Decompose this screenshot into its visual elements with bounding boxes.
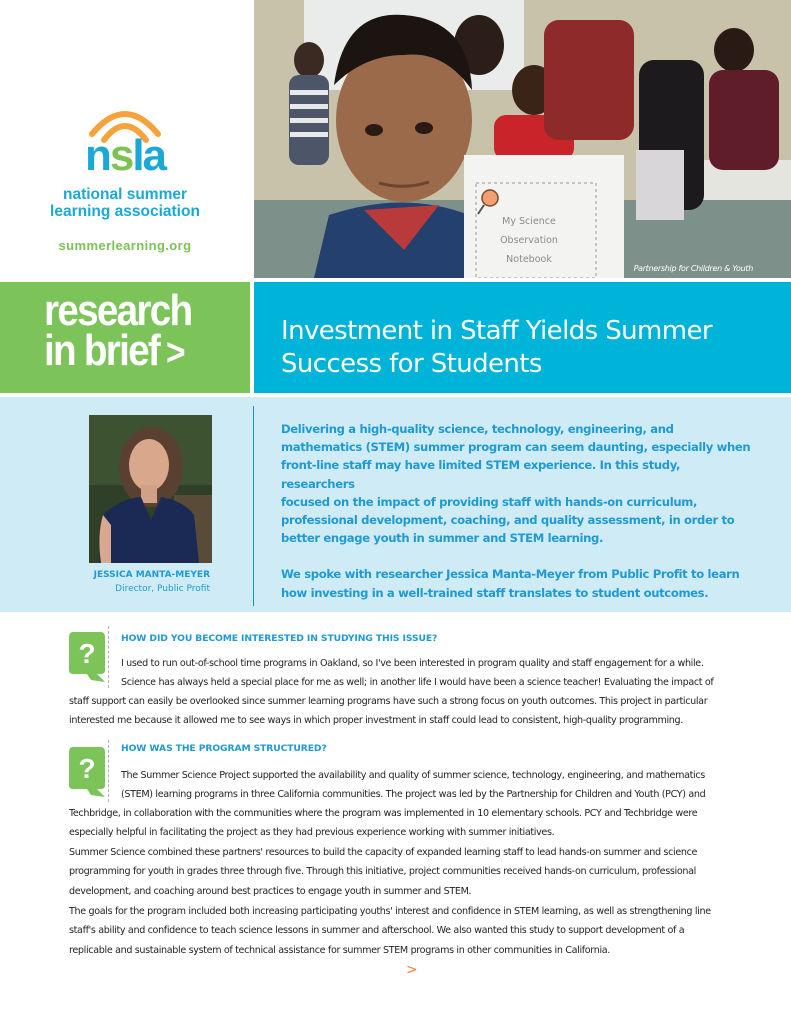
intro-p2-line: We spoke with researcher Jessica Manta-Meyer from Public Profit to learn [281,567,740,582]
answer-paragraph [69,843,697,901]
intro-summary [281,420,751,602]
title-line-2: Success for Students [281,349,542,379]
answer-line: Science has always held a special place for me as well; in another life I would have been a science teacher! Evaluating the impact of [121,677,714,689]
rib-line-2: in brief [44,326,160,375]
answer-line: staff support can easily be overlooked since summer learning programs have such a strong focus on youth outcomes. This project in particular [69,696,708,707]
next-page-chevron-icon[interactable]: > [406,962,418,978]
hero-photo [254,0,791,278]
rib-line-1: research [44,286,192,335]
question-divider [108,626,109,688]
answer-line: Summer Science combined these partners' resources to build the capacity of expanded learning staff to lead hands-on summer and science [69,847,698,858]
logo-wordmark: nsla [84,131,166,180]
notebook-label [464,212,594,269]
answer-line: The Summer Science Project supported the availability and quality of summer science, technology, engineering, and mathematics [121,770,705,781]
photo-credit: Partnership for Children & Youth [633,264,753,273]
question-heading: HOW DID YOU BECOME INTERESTED IN STUDYING THIS ISSUE? [121,633,438,644]
answer-text [121,766,705,805]
intro-p2-line: how investing in a well-trained staff translates to student outcomes. [281,585,709,600]
logo-name-line1: national summer [62,186,188,203]
intro-paragraph-2 [281,565,751,601]
question-divider [108,740,109,802]
nsla-logo-icon [70,100,180,180]
svg-text:?: ? [78,638,96,669]
answer-line: replicable and sustainable system of technical assistance for summer STEM programs in other communities in California. [69,944,611,956]
notebook-line-3: Notebook [506,254,552,265]
research-in-brief-label [44,286,192,375]
portrait-illustration [89,415,212,563]
answer-line: I used to run out-of-school time programs in Oakland, so I've been interested in program quality and staff engagement for a while. [121,658,704,669]
intro-p1-line: Delivering a high-quality science, technology, engineering, and [281,422,674,436]
answer-line: interested me because it allowed me to see ways in which proper investment in staff could lead to consistent, high-quality programming. [69,715,683,727]
notebook-line-2: Observation [500,235,558,246]
intro-p1-line: better engage youth in summer and STEM learning. [281,531,604,546]
answer-line: staff's ability and confidence to teach science lessons in summer and afterschool. We also wanted this study to support development of a [69,925,685,937]
intro-divider [253,406,254,606]
intro-p1-line: professional development, coaching, and quality assessment, in order to [281,513,735,528]
nsla-logo-block [0,0,254,278]
answer-line: especially helpful in facilitating the project as they had previous experience working with summer initiatives. [69,827,555,839]
researcher-title: Director, Public Profit [115,584,210,594]
intro-p1-line: focused on the impact of providing staff with hands-on curriculum, [281,494,698,509]
notebook-line-1: My Science [502,216,556,227]
answer-text [121,654,713,693]
question-heading: HOW WAS THE PROGRAM STRUCTURED? [121,743,327,754]
researcher-portrait [89,415,212,563]
answer-line: programming for youth in grades three through five. Through this initiative, project communities received hands-on curriculum, professional [69,866,696,878]
answer-text-continued [69,804,697,843]
intro-p1-line: front-line staff may have limited STEM experience. In this study, researchers [281,458,681,491]
answer-line: development, and coaching around best practices to engage youth in summer and STEM. [69,885,472,897]
answer-text-continued [69,692,707,731]
logo-website-link[interactable]: summerlearning.org [58,238,192,253]
title-line-1: Investment in Staff Yields Summer [281,316,712,346]
logo-organization-name [0,186,250,220]
question-q-icon [67,745,107,797]
logo-name-line2: learning association [50,203,200,220]
intro-p1-line: mathematics (STEM) summer program can seem daunting, especially when [281,440,751,455]
answer-line: Techbridge, in collaboration with the communities where the program was implemented in 10 elementary schools. PCY and Techbridge were [69,808,698,819]
answer-line: The goals for the program included both increasing participating youths' interest and confidence in STEM learning, as well as strengthening line [69,906,711,917]
chevron-right-icon: > [166,332,184,374]
answer-paragraph [69,902,711,960]
intro-paragraph-1 [281,420,751,547]
researcher-name: JESSICA MANTA-MEYER [93,570,210,580]
answer-line: (STEM) learning programs in three California communities. The project was led by the Partnership for Children and Youth (PCY) and [121,789,706,801]
svg-text:?: ? [78,753,96,784]
page-title [281,315,771,381]
question-q-icon [67,630,107,682]
